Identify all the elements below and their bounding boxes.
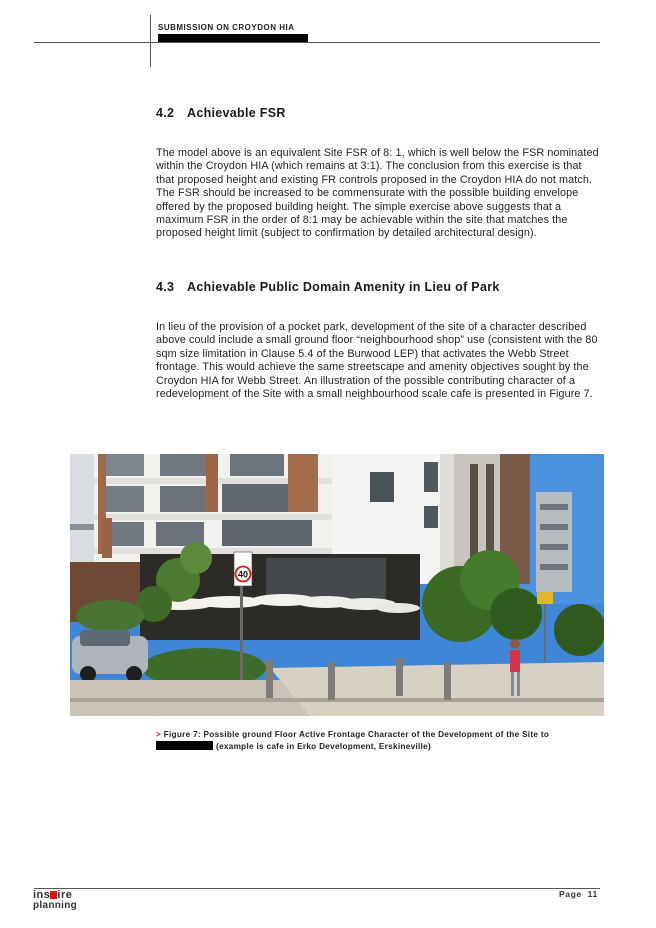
redaction-box — [156, 741, 213, 750]
header-vertical-rule — [150, 15, 151, 67]
section-number: 4.2 — [156, 106, 175, 120]
page-number-value: 11 — [587, 889, 598, 899]
section-4-2-heading — [156, 106, 286, 120]
speed-sign-text: 40 — [237, 569, 249, 580]
figure-7-photo — [70, 454, 604, 716]
page-label: Page — [559, 889, 582, 899]
section-4-3-heading — [156, 280, 500, 294]
header-black-bar — [158, 34, 308, 42]
section-4-3-paragraph: In lieu of the provision of a pocket park, development of the site of a character described above could include a small ground floor “neighbourhood shop” use (consistent with the 80 sqm size limitation in Clause 5.4 of the Burwood LEP) that activates the Webb Street frontage. This would achieve the same streetscape and amenity objectives sought by the Croydon HIA for Webb Street. An illustration of the possible contributing character of a redevelopment of the Site with a small neighbourhood scale cafe is presented in Figure 7. — [156, 321, 598, 401]
logo-top-prefix: ins — [33, 889, 51, 901]
figure-caption — [156, 729, 616, 752]
section-4-2-paragraph: The model above is an equivalent Site FSR of 8: 1, which is well below the FSR nominated within the Croydon HIA (which remains at 3:1). The conclusion from this exercise is that that proposed height and existing FR controls proposed in the Croydon HIA do not match. The FSR should be increased to be commensurate with the possible building envelope offered by the proposed building height. The simple exercise above suggests that a maximum FSR in the order of 8:1 may be achievable within the site that matches the proposed height limit (subject to confirmation by detailed architectural design). — [156, 147, 599, 240]
section-title: Achievable Public Domain Amenity in Lieu of Park — [187, 280, 500, 294]
header-horizontal-rule — [34, 42, 600, 43]
inspire-planning-logo — [33, 890, 81, 911]
section-number: 4.3 — [156, 280, 175, 294]
caption-line-2: (example is cafe in Erko Development, Erskineville) — [216, 741, 432, 751]
header-title: SUBMISSION ON CROYDON HIA — [158, 23, 295, 32]
caption-marker: > — [156, 730, 162, 739]
section-title: Achievable FSR — [187, 106, 286, 120]
footer-rule — [34, 888, 600, 889]
logo-bottom-text: planning — [33, 900, 78, 911]
logo-top-suffix: ire — [57, 889, 73, 901]
page-number — [559, 889, 598, 899]
caption-line-1: Figure 7: Possible ground Floor Active Frontage Character of the Development of the Site to — [163, 730, 550, 739]
